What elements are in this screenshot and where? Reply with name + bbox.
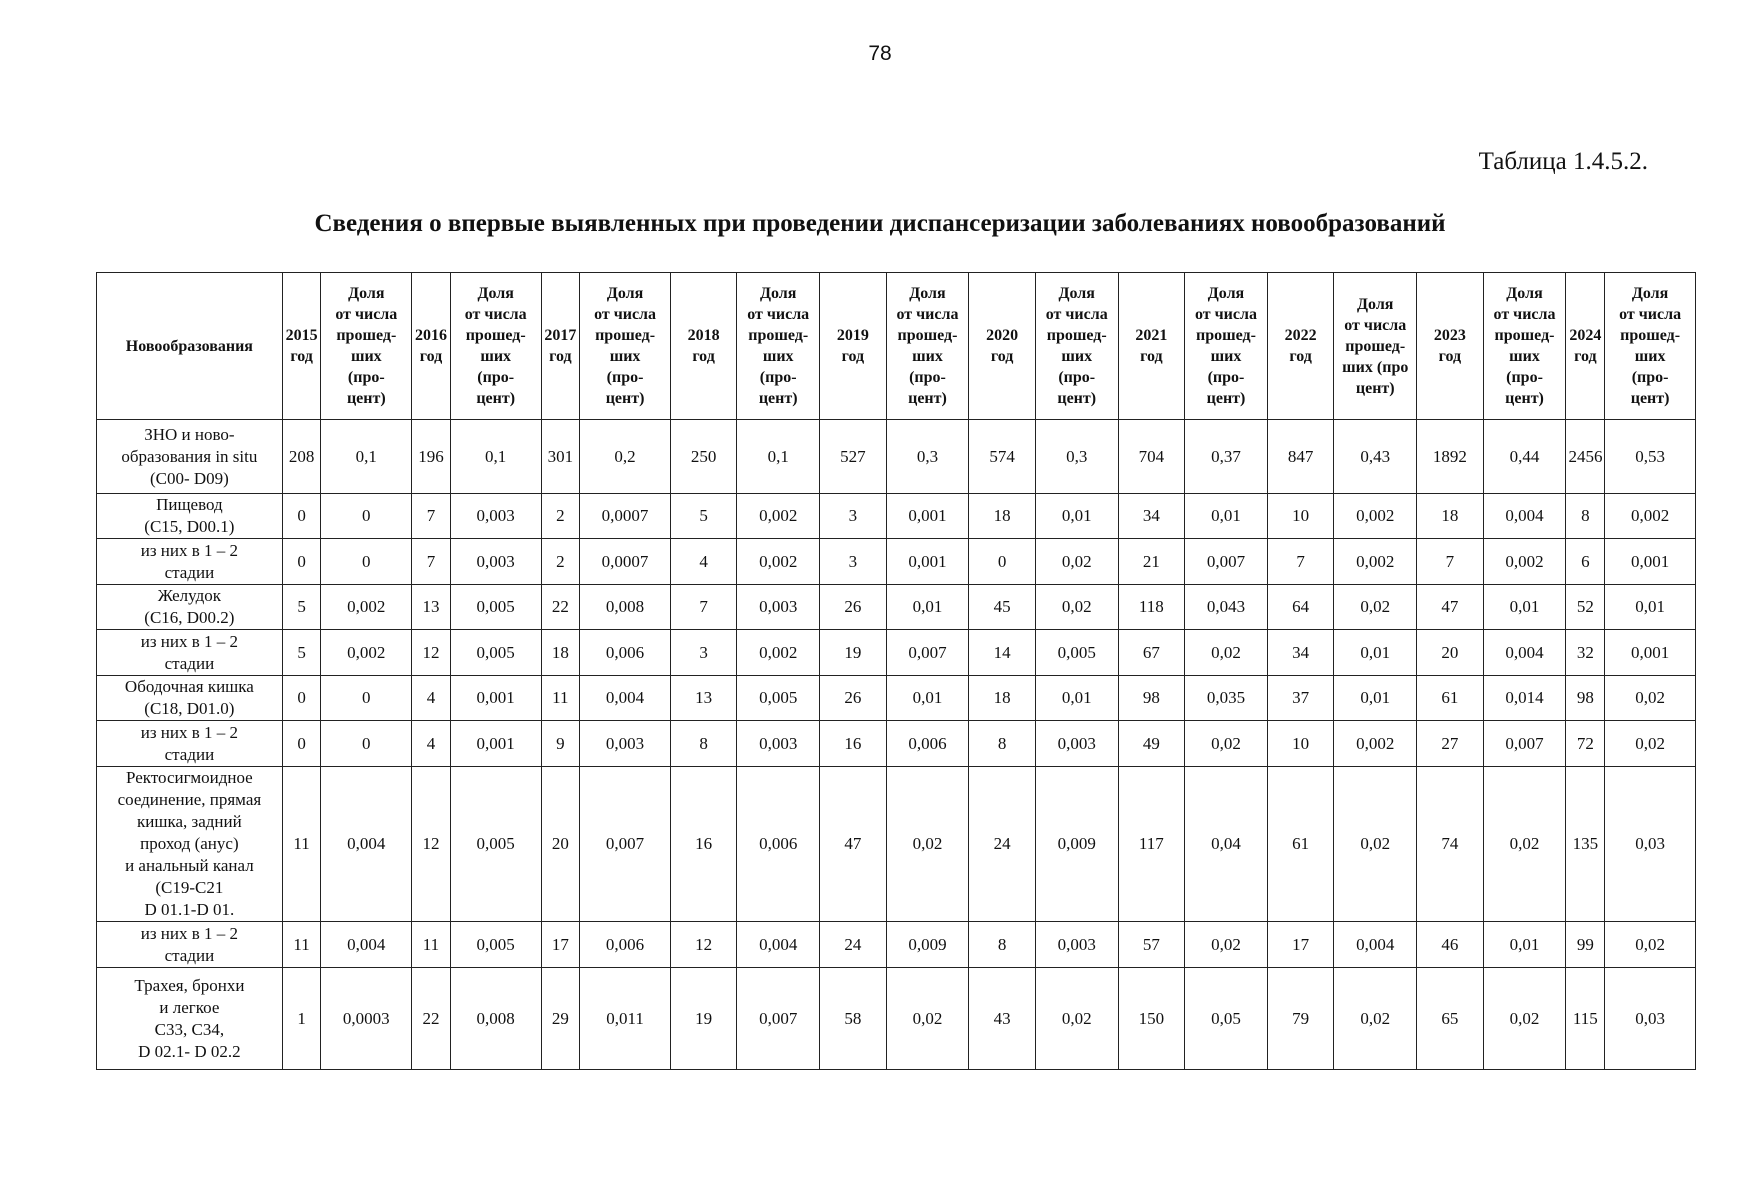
table-row (97, 585, 1696, 630)
table-row (97, 539, 1696, 585)
header-cell-year: 2015 год (282, 273, 321, 420)
cell-count: 4 (412, 676, 451, 721)
page-number: 78 (868, 42, 892, 65)
cell-share: 0,003 (1035, 922, 1118, 968)
cell-share: 0,011 (580, 968, 671, 1070)
cell-share: 0,01 (886, 585, 969, 630)
cell-share: 0,02 (1334, 767, 1417, 922)
cell-share: 0,004 (1483, 630, 1566, 676)
header-cell-share: Доля от числа прошед- ших (про- цент) (1185, 273, 1268, 420)
cell-share: 0,004 (1483, 494, 1566, 539)
cell-share: 0,02 (1035, 539, 1118, 585)
cell-count: 11 (282, 922, 321, 968)
cell-count: 58 (820, 968, 886, 1070)
cell-share: 0,01 (1185, 494, 1268, 539)
cell-count: 574 (969, 420, 1035, 494)
row-label: из них в 1 – 2 стадии (97, 539, 283, 585)
cell-count: 16 (670, 767, 736, 922)
cell-share: 0,003 (450, 539, 541, 585)
header-cell-year: 2019 год (820, 273, 886, 420)
cell-count: 150 (1118, 968, 1184, 1070)
cell-share: 0,007 (886, 630, 969, 676)
cell-share: 0,02 (1185, 922, 1268, 968)
cell-share: 0,02 (1334, 968, 1417, 1070)
cell-count: 22 (541, 585, 580, 630)
header-cell-year: 2017 год (541, 273, 580, 420)
cell-count: 3 (820, 539, 886, 585)
cell-count: 8 (969, 721, 1035, 767)
cell-share: 0,44 (1483, 420, 1566, 494)
cell-count: 26 (820, 585, 886, 630)
cell-share: 0,003 (737, 721, 820, 767)
cell-share: 0,005 (450, 767, 541, 922)
cell-count: 72 (1566, 721, 1605, 767)
header-cell-share: Доля от числа прошед- ших (про- цент) (450, 273, 541, 420)
cell-share: 0,001 (886, 539, 969, 585)
cell-count: 24 (969, 767, 1035, 922)
table-row (97, 968, 1696, 1070)
cell-count: 47 (820, 767, 886, 922)
table-row (97, 676, 1696, 721)
row-label: из них в 1 – 2 стадии (97, 721, 283, 767)
cell-count: 1892 (1417, 420, 1483, 494)
row-label: Ректосигмоидное соединение, прямая кишка, задний проход (анус) и анальный канал (С19-С21 D 01.1-D 01. (97, 767, 283, 922)
cell-share: 0,001 (450, 676, 541, 721)
cell-count: 5 (282, 630, 321, 676)
cell-share: 0,02 (1035, 968, 1118, 1070)
cell-share: 0,006 (580, 922, 671, 968)
cell-count: 18 (969, 494, 1035, 539)
cell-count: 37 (1267, 676, 1333, 721)
cell-share: 0,005 (450, 922, 541, 968)
cell-share: 0,001 (450, 721, 541, 767)
cell-share: 0,37 (1185, 420, 1268, 494)
cell-count: 2 (541, 539, 580, 585)
cell-share: 0,02 (1605, 721, 1696, 767)
cell-share: 0,02 (1483, 767, 1566, 922)
cell-share: 0,003 (450, 494, 541, 539)
cell-share: 0,006 (580, 630, 671, 676)
cell-count: 57 (1118, 922, 1184, 968)
cell-count: 0 (282, 539, 321, 585)
cell-count: 18 (969, 676, 1035, 721)
cell-share: 0,004 (1334, 922, 1417, 968)
cell-count: 19 (670, 968, 736, 1070)
cell-share: 0,01 (1605, 585, 1696, 630)
cell-share: 0,02 (1605, 676, 1696, 721)
cell-count: 8 (670, 721, 736, 767)
cell-share: 0,007 (580, 767, 671, 922)
cell-count: 18 (1417, 494, 1483, 539)
cell-count: 9 (541, 721, 580, 767)
cell-share: 0,3 (886, 420, 969, 494)
cell-count: 7 (412, 539, 451, 585)
cell-count: 61 (1417, 676, 1483, 721)
cell-share: 0,01 (1483, 922, 1566, 968)
cell-count: 527 (820, 420, 886, 494)
cell-share: 0,014 (1483, 676, 1566, 721)
cell-share: 0,007 (737, 968, 820, 1070)
cell-share: 0,0007 (580, 494, 671, 539)
cell-share: 0,002 (321, 630, 412, 676)
cell-share: 0,1 (737, 420, 820, 494)
cell-share: 0,53 (1605, 420, 1696, 494)
cell-count: 26 (820, 676, 886, 721)
header-cell-year: 2016 год (412, 273, 451, 420)
cell-share: 0,02 (1483, 968, 1566, 1070)
cell-count: 208 (282, 420, 321, 494)
cell-count: 847 (1267, 420, 1333, 494)
cell-count: 32 (1566, 630, 1605, 676)
cell-share: 0,0007 (580, 539, 671, 585)
cell-share: 0 (321, 494, 412, 539)
cell-share: 0,003 (1035, 721, 1118, 767)
cell-count: 3 (820, 494, 886, 539)
cell-share: 0,008 (580, 585, 671, 630)
row-label: Желудок (С16, D00.2) (97, 585, 283, 630)
cell-count: 20 (1417, 630, 1483, 676)
cell-count: 115 (1566, 968, 1605, 1070)
cell-share: 0,001 (886, 494, 969, 539)
cell-count: 45 (969, 585, 1035, 630)
cell-count: 0 (282, 721, 321, 767)
cell-count: 17 (1267, 922, 1333, 968)
cell-share: 0,005 (450, 630, 541, 676)
cell-count: 18 (541, 630, 580, 676)
cell-count: 250 (670, 420, 736, 494)
cell-count: 49 (1118, 721, 1184, 767)
header-cell-share: Доля от числа прошед- ших (про- цент) (1483, 273, 1566, 420)
cell-share: 0,3 (1035, 420, 1118, 494)
cell-count: 2456 (1566, 420, 1605, 494)
header-cell-share: Доля от числа прошед- ших (про- цент) (886, 273, 969, 420)
cell-share: 0,02 (886, 968, 969, 1070)
cell-count: 7 (670, 585, 736, 630)
cell-share: 0,002 (737, 494, 820, 539)
header-cell-year: 2020 год (969, 273, 1035, 420)
cell-count: 11 (282, 767, 321, 922)
cell-count: 29 (541, 968, 580, 1070)
header-cell-name: Новообразования (97, 273, 283, 420)
cell-share: 0,007 (1483, 721, 1566, 767)
cell-share: 0,043 (1185, 585, 1268, 630)
header-cell-year: 2021 год (1118, 273, 1184, 420)
cell-count: 67 (1118, 630, 1184, 676)
cell-count: 12 (412, 767, 451, 922)
cell-count: 11 (412, 922, 451, 968)
cell-count: 14 (969, 630, 1035, 676)
cell-share: 0,002 (1483, 539, 1566, 585)
cell-share: 0,006 (886, 721, 969, 767)
cell-share: 0,002 (737, 630, 820, 676)
cell-count: 6 (1566, 539, 1605, 585)
cell-count: 65 (1417, 968, 1483, 1070)
row-label: Пищевод (С15, D00.1) (97, 494, 283, 539)
cell-count: 0 (969, 539, 1035, 585)
header-cell-share: Доля от числа прошед- ших (про- цент) (1605, 273, 1696, 420)
cell-count: 24 (820, 922, 886, 968)
cell-count: 19 (820, 630, 886, 676)
cell-count: 27 (1417, 721, 1483, 767)
neoplasm-table (96, 272, 1696, 1070)
cell-share: 0,002 (1334, 494, 1417, 539)
cell-share: 0,01 (886, 676, 969, 721)
cell-count: 3 (670, 630, 736, 676)
cell-count: 98 (1566, 676, 1605, 721)
cell-count: 22 (412, 968, 451, 1070)
cell-count: 46 (1417, 922, 1483, 968)
cell-share: 0,01 (1035, 494, 1118, 539)
cell-count: 10 (1267, 494, 1333, 539)
cell-count: 16 (820, 721, 886, 767)
table-header (97, 273, 1696, 420)
cell-count: 47 (1417, 585, 1483, 630)
header-row (97, 273, 1696, 420)
cell-count: 21 (1118, 539, 1184, 585)
cell-share: 0,002 (1334, 721, 1417, 767)
cell-share: 0,02 (1035, 585, 1118, 630)
cell-count: 34 (1267, 630, 1333, 676)
table-body (97, 420, 1696, 1070)
cell-count: 8 (1566, 494, 1605, 539)
cell-share: 0,01 (1035, 676, 1118, 721)
cell-share: 0,002 (321, 585, 412, 630)
header-cell-share: Доля от числа прошед- ших (про- цент) (580, 273, 671, 420)
cell-count: 13 (670, 676, 736, 721)
cell-share: 0,002 (1605, 494, 1696, 539)
cell-share: 0,01 (1483, 585, 1566, 630)
cell-count: 99 (1566, 922, 1605, 968)
table-row (97, 494, 1696, 539)
header-cell-year: 2023 год (1417, 273, 1483, 420)
cell-share: 0,005 (450, 585, 541, 630)
cell-share: 0,04 (1185, 767, 1268, 922)
cell-share: 0,02 (1605, 922, 1696, 968)
table-row (97, 420, 1696, 494)
cell-share: 0,01 (1334, 676, 1417, 721)
cell-count: 11 (541, 676, 580, 721)
cell-count: 7 (1267, 539, 1333, 585)
header-cell-share: Доля от числа прошед- ших (про- цент) (1035, 273, 1118, 420)
cell-count: 1 (282, 968, 321, 1070)
row-label: Ободочная кишка (С18, D01.0) (97, 676, 283, 721)
cell-share: 0,1 (321, 420, 412, 494)
cell-count: 5 (670, 494, 736, 539)
cell-share: 0,009 (1035, 767, 1118, 922)
row-label: ЗНО и ново- образования in situ (С00- D09) (97, 420, 283, 494)
row-label: из них в 1 – 2 стадии (97, 630, 283, 676)
cell-count: 8 (969, 922, 1035, 968)
cell-count: 2 (541, 494, 580, 539)
cell-count: 135 (1566, 767, 1605, 922)
cell-count: 17 (541, 922, 580, 968)
cell-count: 12 (670, 922, 736, 968)
cell-share: 0,03 (1605, 968, 1696, 1070)
cell-share: 0,005 (1035, 630, 1118, 676)
header-cell-share: Доля от числа прошед- ших (про цент) (1334, 273, 1417, 420)
cell-count: 12 (412, 630, 451, 676)
table-row (97, 767, 1696, 922)
cell-count: 79 (1267, 968, 1333, 1070)
cell-share: 0,002 (737, 539, 820, 585)
cell-count: 0 (282, 676, 321, 721)
cell-count: 118 (1118, 585, 1184, 630)
row-label: из них в 1 – 2 стадии (97, 922, 283, 968)
cell-count: 34 (1118, 494, 1184, 539)
row-label: Трахея, бронхи и легкое С33, С34, D 02.1- D 02.2 (97, 968, 283, 1070)
cell-share: 0 (321, 539, 412, 585)
document-title: Сведения о впервые выявленных при проведении диспансеризации заболеваниях новообразований (314, 210, 1446, 237)
cell-share: 0,008 (450, 968, 541, 1070)
header-cell-share: Доля от числа прошед- ших (про- цент) (321, 273, 412, 420)
cell-share: 0,005 (737, 676, 820, 721)
cell-count: 74 (1417, 767, 1483, 922)
cell-share: 0,001 (1605, 539, 1696, 585)
cell-count: 52 (1566, 585, 1605, 630)
cell-count: 5 (282, 585, 321, 630)
cell-count: 7 (1417, 539, 1483, 585)
cell-count: 4 (412, 721, 451, 767)
cell-share: 0 (321, 676, 412, 721)
cell-count: 301 (541, 420, 580, 494)
cell-share: 0,009 (886, 922, 969, 968)
cell-share: 0,05 (1185, 968, 1268, 1070)
cell-share: 0,01 (1334, 630, 1417, 676)
cell-share: 0,001 (1605, 630, 1696, 676)
cell-share: 0,003 (737, 585, 820, 630)
table-row (97, 721, 1696, 767)
cell-share: 0,0003 (321, 968, 412, 1070)
cell-share: 0,004 (321, 767, 412, 922)
cell-share: 0,004 (737, 922, 820, 968)
header-cell-year: 2022 год (1267, 273, 1333, 420)
cell-share: 0,004 (321, 922, 412, 968)
cell-count: 4 (670, 539, 736, 585)
cell-count: 20 (541, 767, 580, 922)
cell-share: 0 (321, 721, 412, 767)
cell-share: 0,02 (1185, 630, 1268, 676)
cell-count: 7 (412, 494, 451, 539)
cell-count: 704 (1118, 420, 1184, 494)
cell-count: 43 (969, 968, 1035, 1070)
cell-count: 61 (1267, 767, 1333, 922)
table-label: Таблица 1.4.5.2. (1478, 148, 1648, 175)
cell-count: 13 (412, 585, 451, 630)
cell-share: 0,02 (1334, 585, 1417, 630)
cell-share: 0,43 (1334, 420, 1417, 494)
cell-share: 0,006 (737, 767, 820, 922)
header-cell-share: Доля от числа прошед- ших (про- цент) (737, 273, 820, 420)
header-cell-year: 2024 год (1566, 273, 1605, 420)
header-cell-year: 2018 год (670, 273, 736, 420)
cell-count: 10 (1267, 721, 1333, 767)
cell-count: 98 (1118, 676, 1184, 721)
cell-count: 196 (412, 420, 451, 494)
cell-share: 0,2 (580, 420, 671, 494)
cell-share: 0,007 (1185, 539, 1268, 585)
cell-count: 64 (1267, 585, 1333, 630)
cell-share: 0,02 (1185, 721, 1268, 767)
cell-count: 0 (282, 494, 321, 539)
cell-share: 0,003 (580, 721, 671, 767)
cell-share: 0,004 (580, 676, 671, 721)
table-row (97, 922, 1696, 968)
cell-count: 117 (1118, 767, 1184, 922)
table-row (97, 630, 1696, 676)
cell-share: 0,03 (1605, 767, 1696, 922)
cell-share: 0,1 (450, 420, 541, 494)
cell-share: 0,02 (886, 767, 969, 922)
cell-share: 0,002 (1334, 539, 1417, 585)
cell-share: 0,035 (1185, 676, 1268, 721)
